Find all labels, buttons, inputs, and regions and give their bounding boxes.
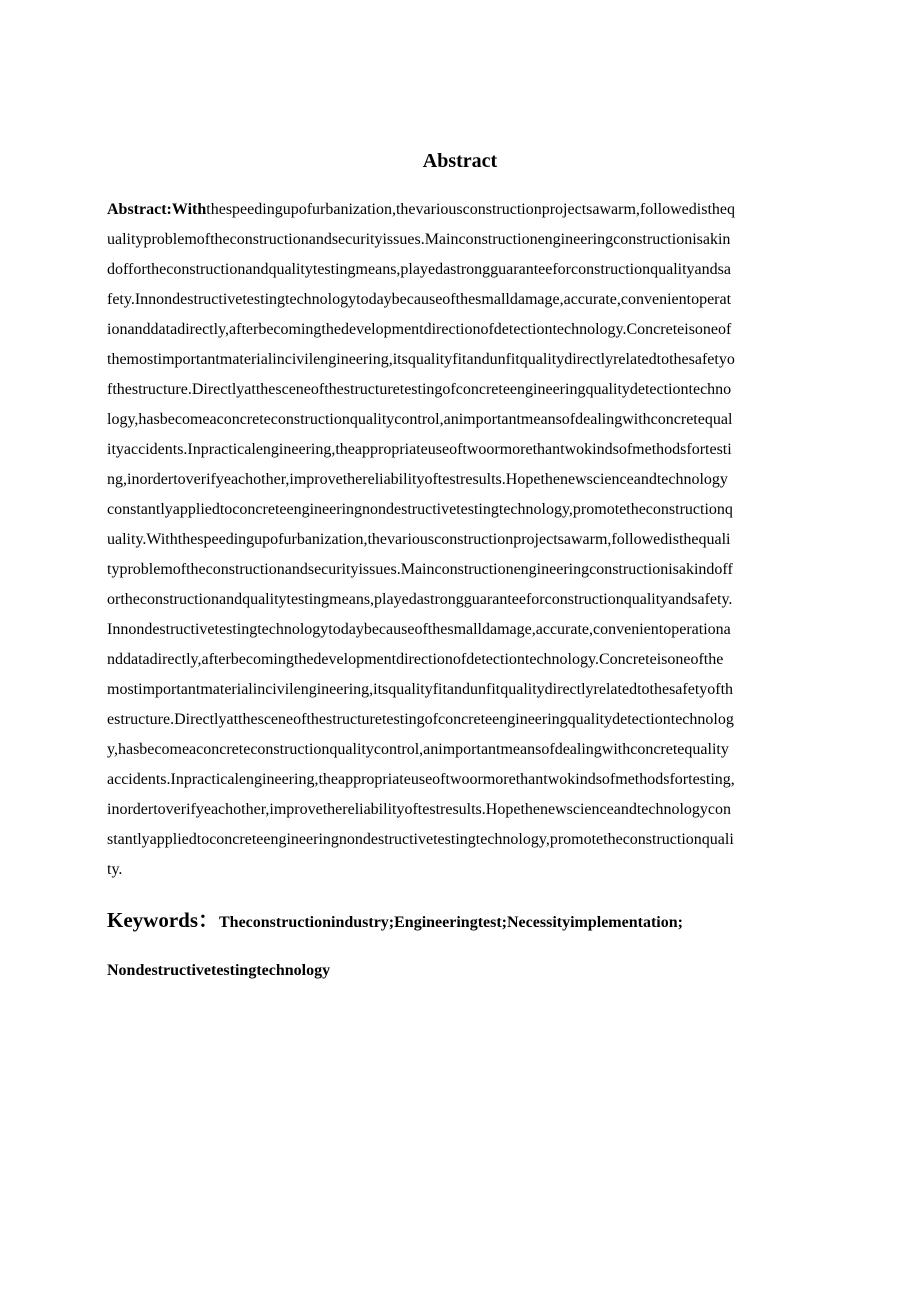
abstract-line: doffortheconstructionandqualitytestingmeans,playedastrongguaranteeforconstructionqualityandsa <box>107 261 731 278</box>
keywords-text: Theconstructionindustry;Engineeringtest;Necessityimplementation; <box>219 914 683 931</box>
page-title: Abstract <box>422 150 498 172</box>
abstract-line: themostimportantmaterialincivilengineering,itsqualityfitandunfitqualitydirectlyrelatedtothesafetyo <box>107 351 735 368</box>
abstract-line: uality.Withthespeedingupofurbanization,thevariousconstructionprojectsawarm,followedisthequali <box>107 531 731 548</box>
abstract-line: ng,inordertoverifyeachother,improvethereliabilityoftestresults.Hopethenewscienceandtechnology <box>107 471 728 488</box>
abstract-line: ortheconstructionandqualitytestingmeans,playedastrongguaranteeforconstructionqualityandsafety. <box>107 591 733 608</box>
abstract-line: nddatadirectly,afterbecomingthedevelopmentdirectionofdetectiontechnology.Concreteisoneofthe <box>107 651 724 668</box>
keywords-continuation: Nondestructivetestingtechnology <box>107 962 331 979</box>
abstract-line: fthestructure.Directlyatthesceneofthestructuretestingofconcreteengineeringqualitydetectiontechno <box>107 381 732 398</box>
keywords-label: Keywords： <box>107 908 219 932</box>
abstract-line: ualityproblemoftheconstructionandsecurityissues.Mainconstructionengineeringconstructionisakin <box>107 231 731 248</box>
abstract-line: ityaccidents.Inpracticalengineering,theappropriateuseoftwoormorethantwokindsofmethodsfortesti <box>107 441 732 458</box>
abstract-line: typroblemoftheconstructionandsecurityissues.Mainconstructionengineeringconstructionisakindoff <box>107 561 733 578</box>
abstract-line: y,hasbecomeaconcreteconstructionqualitycontrol,animportantmeansofdealingwithconcretequality <box>107 741 729 758</box>
abstract-line: ty. <box>107 861 123 878</box>
abstract-line: Innondestructivetestingtechnologytodaybecauseofthesmalldamage,accurate,convenientoperationa <box>107 621 731 638</box>
abstract-line: mostimportantmaterialincivilengineering,itsqualityfitandunfitqualitydirectlyrelatedtothesafetyofth <box>107 681 734 698</box>
keywords-line <box>107 903 837 940</box>
abstract-line: stantlyappliedtoconcreteengineeringnondestructivetestingtechnology,promotetheconstructionquali <box>107 831 734 848</box>
abstract-body <box>107 195 837 885</box>
abstract-line: inordertoverifyeachother,improvethereliabilityoftestresults.Hopethenewscienceandtechnologycon <box>107 801 732 818</box>
abstract-line: estructure.Directlyatthesceneofthestructuretestingofconcreteengineeringqualitydetectiontechnolog <box>107 711 734 728</box>
abstract-line-1: Abstract:Withthespeedingupofurbanization,thevariousconstructionprojectsawarm,followedistheq <box>107 201 735 218</box>
abstract-line: logy,hasbecomeaconcreteconstructionqualitycontrol,animportantmeansofdealingwithconcretequal <box>107 411 733 428</box>
abstract-line: accidents.Inpracticalengineering,theappropriateuseoftwoormorethantwokindsofmethodsfortesting, <box>107 771 735 788</box>
abstract-label: Abstract:With <box>107 201 207 218</box>
abstract-line: fety.Innondestructivetestingtechnologytodaybecauseofthesmalldamage,accurate,convenientoperat <box>107 291 732 308</box>
abstract-line: ionanddatadirectly,afterbecomingthedevelopmentdirectionofdetectiontechnology.Concreteisoneof <box>107 321 732 338</box>
abstract-line: constantlyappliedtoconcreteengineeringnondestructivetestingtechnology,promotetheconstructionq <box>107 501 733 518</box>
